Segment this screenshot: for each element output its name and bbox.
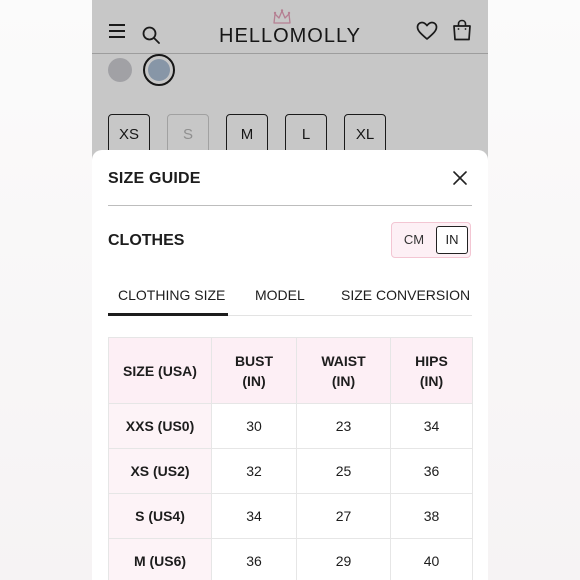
tab-model[interactable]: MODEL [255, 287, 305, 303]
cell-bust: 34 [212, 494, 297, 539]
close-icon[interactable] [452, 170, 468, 186]
cell-waist: 25 [297, 449, 391, 494]
brand-logo[interactable]: HELLOMOLLY [219, 25, 361, 47]
cell-waist: 29 [297, 539, 391, 580]
header-line-1: BUST [234, 352, 274, 369]
cell-bust: 30 [212, 404, 297, 449]
cell-size: XXS (US0) [109, 404, 212, 449]
phone-screen [92, 0, 488, 580]
header-size-usa [109, 338, 212, 404]
tab-clothing-size[interactable]: CLOTHING SIZE [118, 287, 226, 303]
size-chart-table [108, 337, 473, 580]
modal-divider [108, 205, 472, 206]
size-button-xl[interactable]: XL [344, 114, 386, 156]
header-line-1: WAIST [321, 352, 366, 369]
size-button-s[interactable]: S [167, 114, 209, 156]
size-guide-modal [92, 150, 488, 580]
cell-hips: 38 [391, 494, 473, 539]
cell-hips: 34 [391, 404, 473, 449]
unit-toggle [391, 222, 471, 258]
tab-size-conversion[interactable]: SIZE CONVERSION [341, 287, 471, 303]
header-waist [297, 338, 391, 404]
header-line-2: (IN) [242, 372, 266, 389]
section-title: CLOTHES [108, 232, 185, 249]
table-row [109, 449, 473, 494]
active-tab-indicator [108, 313, 228, 316]
unit-option-cm[interactable]: CM [403, 232, 425, 247]
unit-option-in-selected[interactable]: IN [436, 226, 468, 254]
cell-bust: 32 [212, 449, 297, 494]
cell-size: S (US4) [109, 494, 212, 539]
size-button-m[interactable]: M [226, 114, 268, 156]
table-row [109, 494, 473, 539]
table-header-row [109, 338, 473, 404]
header-line-1: HIPS [415, 352, 448, 369]
cell-waist: 23 [297, 404, 391, 449]
table-row [109, 539, 473, 580]
cell-hips: 36 [391, 449, 473, 494]
header-hips [391, 338, 473, 404]
header-bust [212, 338, 297, 404]
cell-bust: 36 [212, 539, 297, 580]
header-line-2: (IN) [419, 372, 444, 389]
cell-size: XS (US2) [109, 449, 212, 494]
table-row [109, 404, 473, 449]
size-button-xs[interactable]: XS [108, 114, 150, 156]
header-line-2: (IN) [331, 372, 356, 389]
cell-waist: 27 [297, 494, 391, 539]
size-button-l[interactable]: L [285, 114, 327, 156]
cell-hips: 40 [391, 539, 473, 580]
header-line-1: SIZE (USA) [123, 362, 197, 379]
cell-size: M (US6) [109, 539, 212, 580]
modal-title: SIZE GUIDE [108, 170, 201, 187]
